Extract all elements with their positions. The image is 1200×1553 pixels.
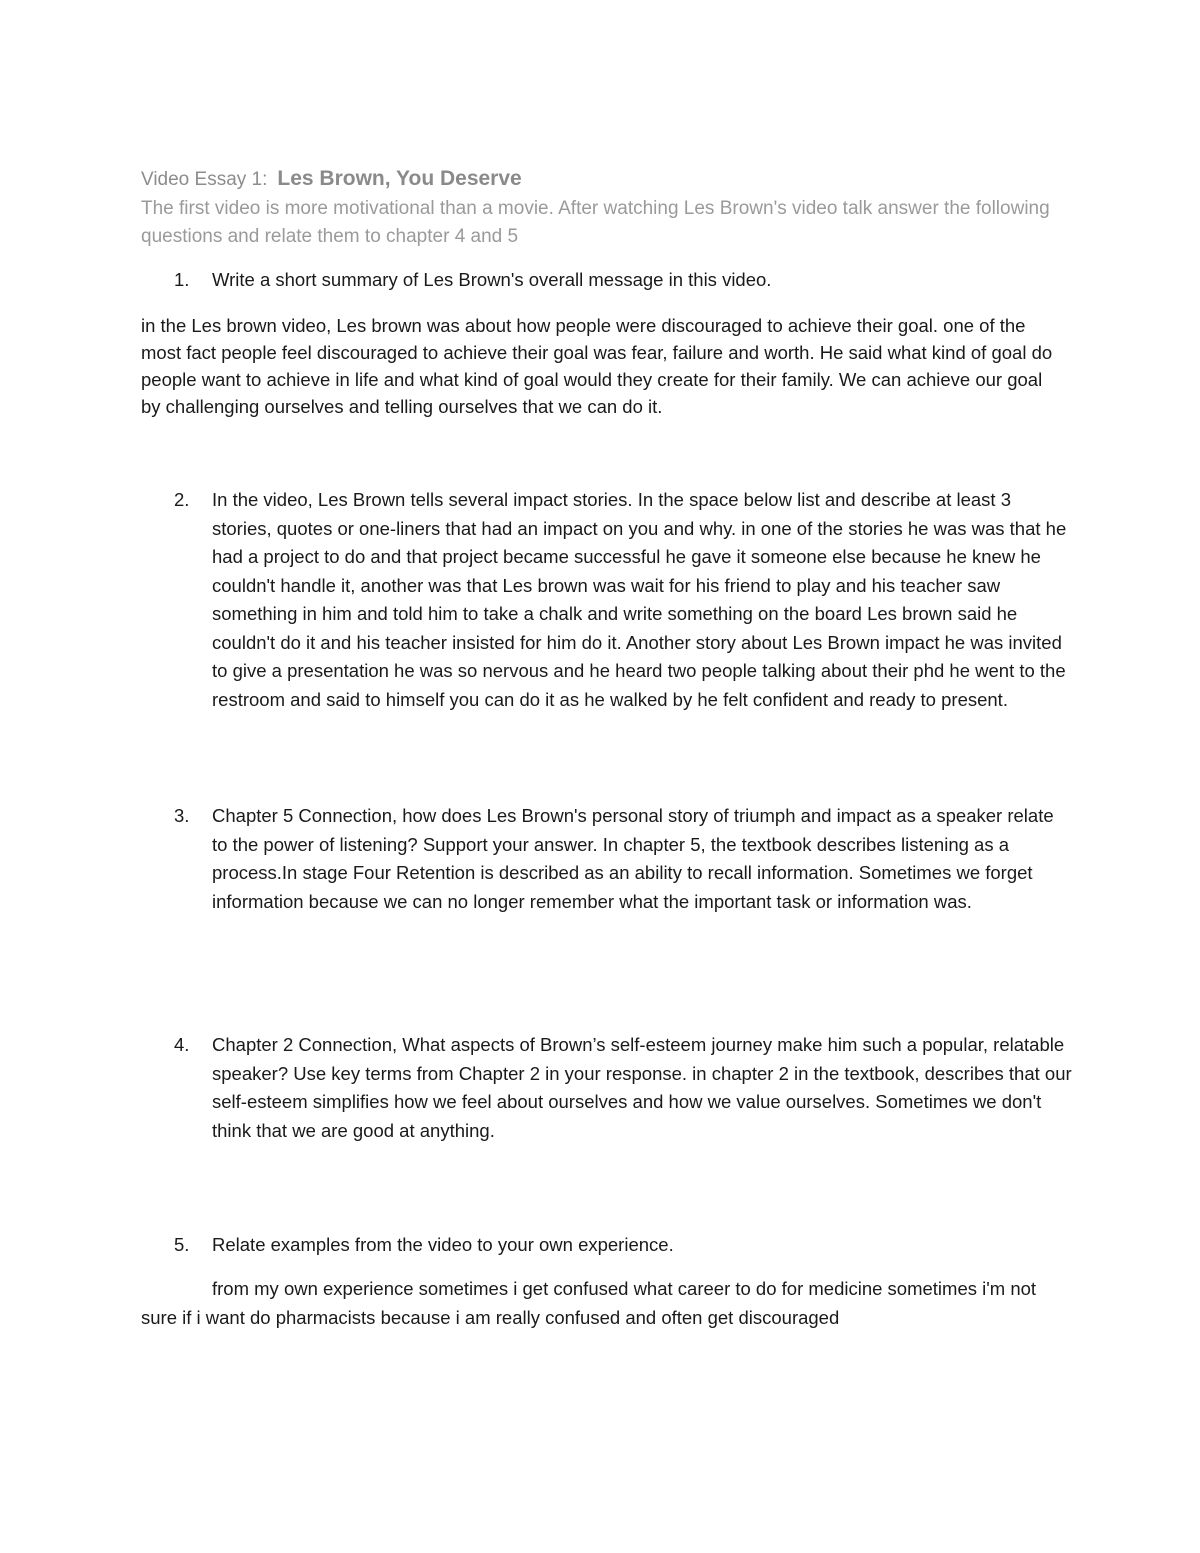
question-3-number: 3. xyxy=(174,805,190,826)
question-5-number: 5. xyxy=(174,1234,190,1255)
essay-title: Les Brown, You Deserve xyxy=(277,167,522,190)
answer-1-text: in the Les brown video, Les brown was about how people were discouraged to achieve their goal. one of the most fact people feel discouraged to achieve their goal was fear, failure and worth. He said what kind of goal do people want to achieve in life and what kind of goal would they create for their family. We can achieve our goal by challenging ourselves and telling ourselves that we can do it. xyxy=(141,315,1053,417)
question-3-text: Chapter 5 Connection, how does Les Brown's personal story of triumph and impact as a speaker relate to the power of listening? Support your answer. In chapter 5, the textbook describes listening as a process.In stage Four Retention is described as an ability to recall information. Sometimes we forget information because we can no longer remember what the important task or information was. xyxy=(212,805,1054,912)
question-5-text: Relate examples from the video to your own experience. xyxy=(212,1234,674,1255)
essay-label: Video Essay 1: xyxy=(141,169,268,190)
essay-title-line xyxy=(141,167,522,191)
question-2-text: In the video, Les Brown tells several impact stories. In the space below list and describe at least 3 stories, quotes or one-liners that had an impact on you and why. in one of the stories he was was that he had a project to do and that project became successful he gave it someone else because he knew he couldn't handle it, another was that Les brown was wait for his friend to play and his teacher saw something in him and told him to take a chalk and write something on the board Les brown said he couldn't do it and his teacher insisted for him do it. Another story about Les Brown impact he was invited to give a presentation he was so nervous and he heard two people talking about their phd he went to the restroom and said to himself you can do it as he walked by he felt confident and ready to present. xyxy=(212,489,1067,710)
essay-intro: The first video is more motivational than a movie. After watching Les Brown's video talk answer the following questions and relate them to chapter 4 and 5 xyxy=(141,198,1050,247)
question-4-text: Chapter 2 Connection, What aspects of Brown’s self-esteem journey make him such a popular, relatable speaker? Use key terms from Chapter 2 in your response. in chapter 2 in the textbook, describes that our self-esteem simplifies how we feel about ourselves and how we value ourselves. Sometimes we don't think that we are good at anything. xyxy=(212,1034,1072,1141)
question-4-number: 4. xyxy=(174,1034,190,1055)
question-1-text: Write a short summary of Les Brown's overall message in this video. xyxy=(212,269,772,290)
question-2-number: 2. xyxy=(174,489,190,510)
answer-5-text: from my own experience sometimes i get confused what career to do for medicine sometimes i'm not sure if i want do pharmacists because i am really confused and often get discouraged xyxy=(141,1278,1037,1328)
question-1-number: 1. xyxy=(174,269,190,290)
